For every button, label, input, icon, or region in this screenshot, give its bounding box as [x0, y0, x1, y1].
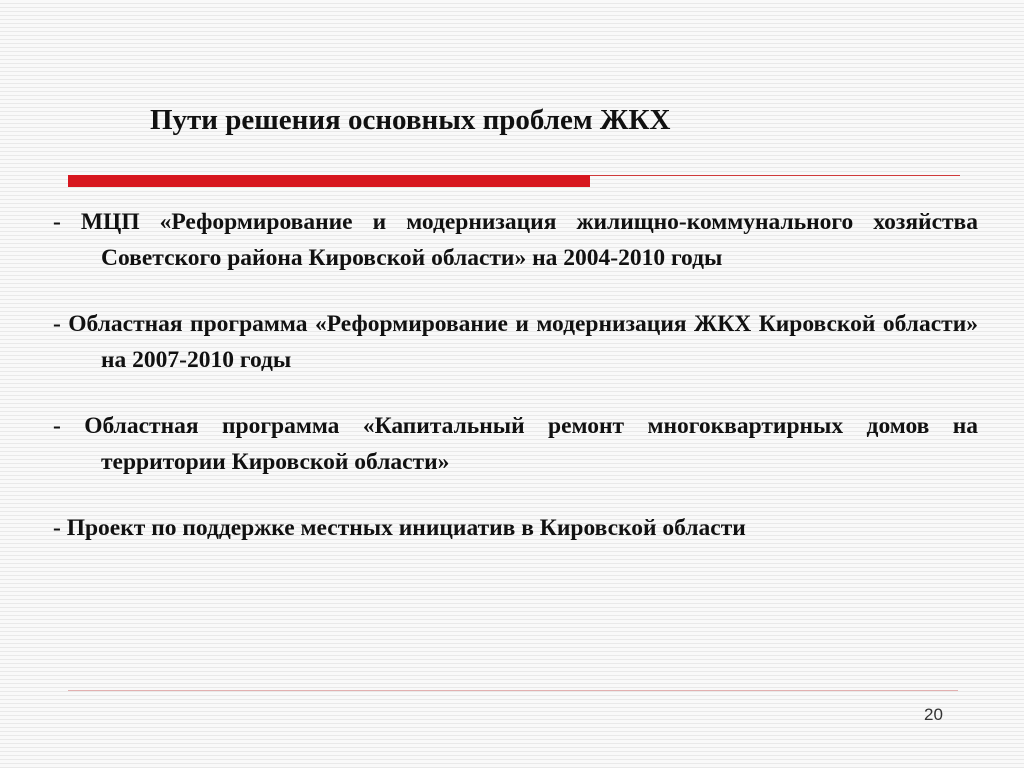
- item-spacer: [53, 276, 978, 306]
- title-accent-bar: [68, 175, 590, 187]
- list-item: - Проект по поддержке местных инициатив в Кировской области: [53, 515, 746, 541]
- title-accent-line: [590, 175, 960, 176]
- item-spacer: [53, 378, 978, 408]
- list-item: - Областная программа «Капитальный ремонт многоквартирных домов на территории Кировской области»: [53, 413, 978, 475]
- slide-title: Пути решения основных проблем ЖКХ: [150, 104, 671, 136]
- list-item: - Областная программа «Реформирование и модернизация ЖКХ Кировской области» на 2007-2010 годы: [53, 311, 978, 373]
- item-spacer: [53, 480, 978, 510]
- page-number: 20: [924, 705, 943, 724]
- footer-divider: [68, 690, 958, 691]
- list-item: - МЦП «Реформирование и модернизация жилищно-коммунального хозяйства Советского района Кировской области» на 2004-2010 годы: [53, 209, 978, 271]
- slide-content: [53, 204, 978, 546]
